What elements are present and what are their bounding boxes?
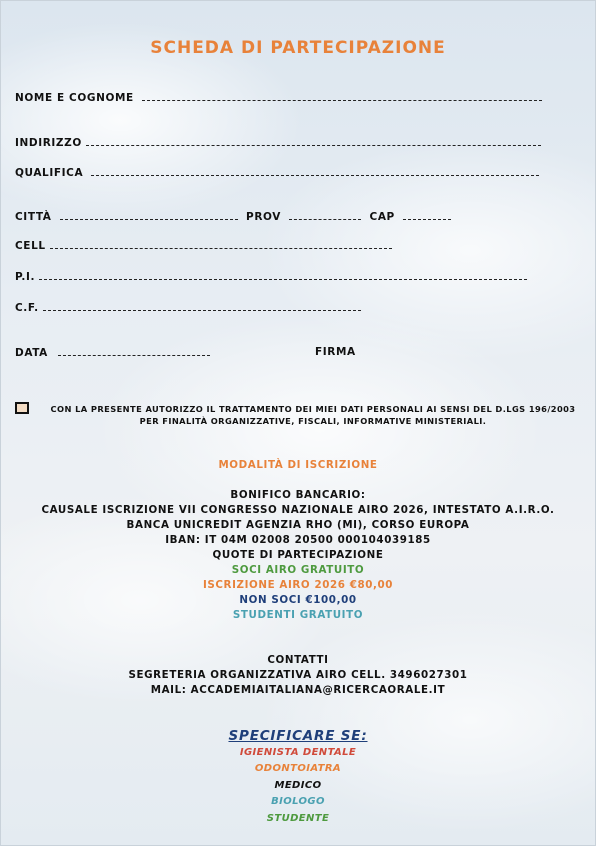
causale-text: CAUSALE ISCRIZIONE VII CONGRESSO NAZIONALE AIRO 2026, INTESTATO A.I.R.O. [41,504,555,516]
citta-field-row [15,210,451,223]
data-field-row [15,346,210,359]
pi-label: P.I. [15,271,36,283]
indirizzo-label: INDIRIZZO [15,137,82,149]
quota-iscrizione-airo: ISCRIZIONE AIRO 2026 €80,00 [202,579,394,591]
option-biologo: BIOLOGO [271,796,325,807]
bonifico-label: BONIFICO BANCARIO: [230,489,366,501]
nome-label: NOME E COGNOME [15,92,134,104]
consent-line-1: CON LA PRESENTE AUTORIZZO IL TRATTAMENTO DEI MIEI DATI PERSONALI AI SENSI DEL D.LGS 196/2003 [50,404,576,414]
cell-label: CELL [15,240,46,252]
option-studente: STUDENTE [266,812,330,824]
cap-label: CAP [369,211,395,223]
quota-studenti: STUDENTI GRATUITO [232,609,364,621]
cell-field-row [15,239,392,252]
indirizzo-field-row [15,136,541,149]
indirizzo-input-line[interactable] [86,136,541,146]
data-input-line[interactable] [58,346,210,356]
prov-label: PROV [246,211,281,223]
banca-text: BANCA UNICREDIT AGENZIA RHO (MI), CORSO EUROPA [126,519,470,531]
pi-field-row [15,270,527,283]
qualifica-input-line[interactable] [91,166,539,176]
cf-input-line[interactable] [43,301,361,311]
quota-non-soci: NON SOCI €100,00 [239,594,357,606]
nome-field-row [15,91,542,104]
consent-checkbox[interactable] [15,402,29,414]
cf-field-row [15,301,361,314]
specificare-block [1,728,595,827]
nome-input-line[interactable] [142,91,542,101]
cell-input-line[interactable] [50,239,392,249]
consent-text [43,403,583,427]
qualifica-label: QUALIFICA [15,167,84,179]
specificare-heading: SPECIFICARE SE: [228,728,368,744]
citta-input-line[interactable] [60,210,238,220]
cf-label: C.F. [15,302,39,314]
mail-link[interactable]: MAIL: ACCADEMIAITALIANA@RICERCAORALE.IT [150,684,446,696]
quote-heading: QUOTE DI PARTECIPAZIONE [212,549,384,561]
data-label: DATA [15,347,48,359]
qualifica-field-row [15,166,539,179]
form-title: SCHEDA DI PARTECIPAZIONE [150,38,446,58]
option-odontoiatra: ODONTOIATRA [254,763,342,774]
iscrizione-heading: MODALITÀ DI ISCRIZIONE [218,459,378,471]
pi-input-line[interactable] [39,270,527,280]
cap-input-line[interactable] [403,210,451,220]
segreteria-text: SEGRETERIA ORGANIZZATIVA AIRO CELL. 3496027301 [128,669,468,681]
quota-soci: SOCI AIRO GRATUITO [231,564,365,576]
option-igienista: IGIENISTA DENTALE [239,746,357,758]
citta-label: CITTÀ [15,211,52,223]
consent-line-2: PER FINALITÀ ORGANIZZATIVE, FISCALI, INFORMATIVE MINISTERIALI. [139,416,487,426]
firma-label: FIRMA [315,346,356,358]
contatti-heading: CONTATTI [267,654,329,666]
prov-input-line[interactable] [289,210,361,220]
iban-text: IBAN: IT 04M 02008 20500 000104039185 [165,534,431,546]
option-medico: MEDICO [274,779,322,791]
